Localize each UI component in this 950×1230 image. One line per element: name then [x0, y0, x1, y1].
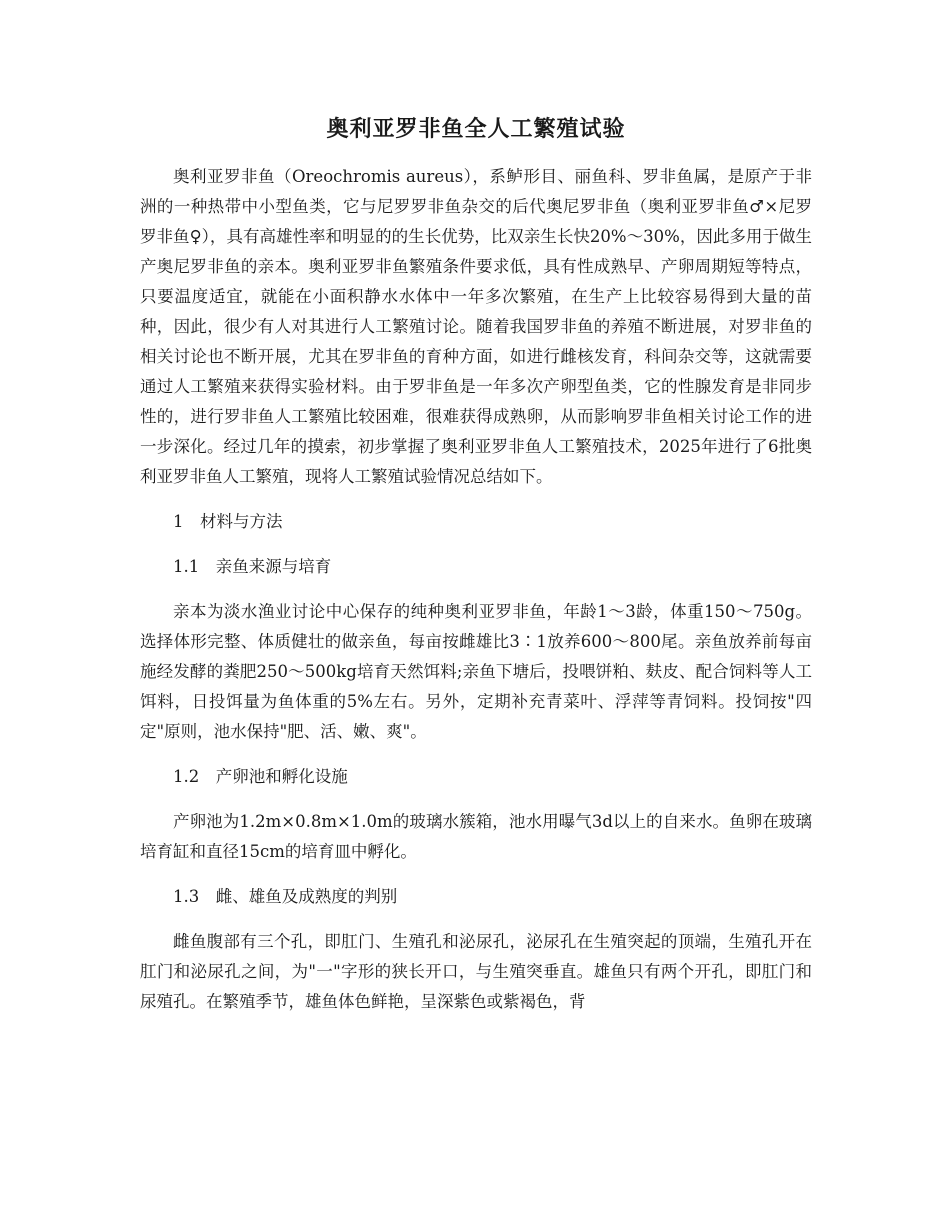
section-heading-1-3: 1.3 雌、雄鱼及成熟度的判别 — [173, 887, 398, 906]
section-heading-1-2: 1.2 产卵池和孵化设施 — [173, 767, 348, 786]
paragraph-1-3: 雌鱼腹部有三个孔，即肛门、生殖孔和泌尿孔，泌尿孔在生殖突起的顶端，生殖孔开在肛门和泌尿孔之间，为"一"字形的狭长开口，与生殖突垂直。雄鱼只有两个开孔，即肛门和尿殖孔。在繁殖季节，雄鱼体色鲜艳，呈深紫色或紫褐色，背 — [140, 932, 812, 1011]
document-title: 奥利亚罗非鱼全人工繁殖试验 — [326, 117, 626, 142]
section-heading-1: 1 材料与方法 — [173, 512, 283, 531]
section-heading-1-1: 1.1 亲鱼来源与培育 — [173, 557, 332, 576]
intro-paragraph: 奥利亚罗非鱼（Oreochromis aureus），系鲈形目、丽鱼科、罗非鱼属，是原产于非洲的一种热带中小型鱼类，它与尼罗罗非鱼杂交的后代奥尼罗非鱼（奥利亚罗非鱼♂×尼罗罗非鱼♀），具有高雄性率和明显的的生长优势，比双亲生长快20%～30%，因此多用于做生产奥尼罗非鱼的亲本。奥利亚罗非鱼繁殖条件要求低，具有性成熟早、产卵周期短等特点，只要温度适宜，就能在小面积静水水体中一年多次繁殖，在生产上比较容易得到大量的苗种，因此，很少有人对其进行人工繁殖讨论。随着我国罗非鱼的养殖不断进展，对罗非鱼的相关讨论也不断开展，尤其在罗非鱼的育种方面，如进行雌核发育，科间杂交等，这就需要通过人工繁殖来获得实验材料。由于罗非鱼是一年多次产卵型鱼类，它的性腺发育是非同步性的，进行罗非鱼人工繁殖比较困难，很难获得成熟卵，从而影响罗非鱼相关讨论工作的进一步深化。经过几年的摸索，初步掌握了奥利亚罗非鱼人工繁殖技术，2025年进行了6批奥利亚罗非鱼人工繁殖，现将人工繁殖试验情况总结如下。 — [140, 167, 812, 486]
document-page — [140, 110, 812, 1017]
paragraph-1-1: 亲本为淡水渔业讨论中心保存的纯种奥利亚罗非鱼，年龄1～3龄，体重150～750g。选择体形完整、体质健壮的做亲鱼，每亩按雌雄比3∶1放养600～800尾。亲鱼放养前每亩施经发酵的粪肥250～500kg培育天然饵料;亲鱼下塘后，投喂饼粕、麸皮、配合饲料等人工饵料，日投饵量为鱼体重的5%左右。另外，定期补充青菜叶、浮萍等青饲料。投饲按"四定"原则，池水保持"肥、活、嫩、爽"。 — [140, 602, 812, 741]
paragraph-1-2: 产卵池为1.2m×0.8m×1.0m的玻璃水簇箱，池水用曝气3d以上的自来水。鱼卵在玻璃培育缸和直径15cm的培育皿中孵化。 — [140, 812, 812, 861]
